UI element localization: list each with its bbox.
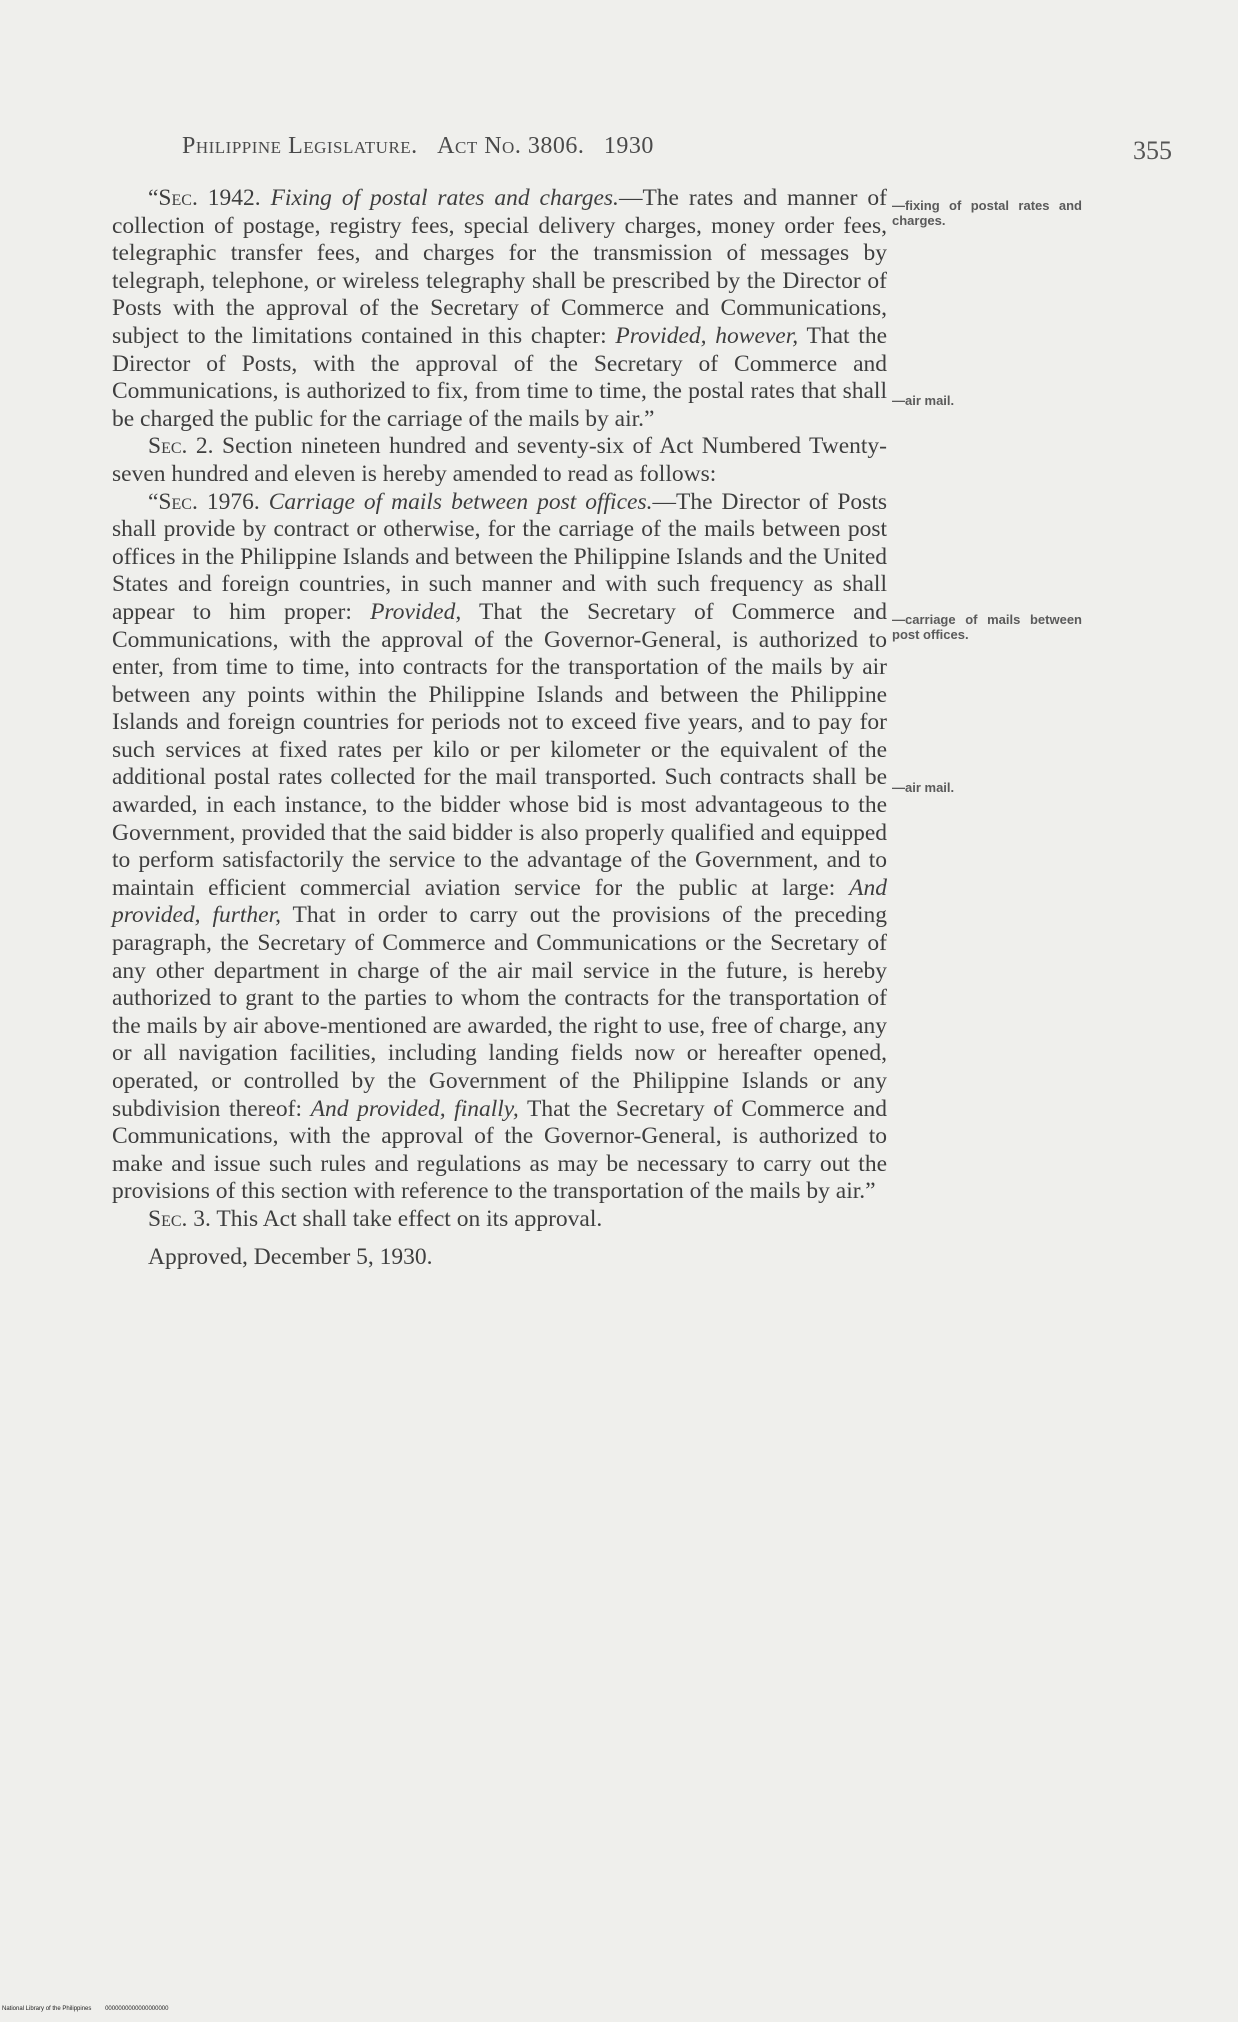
footer-code: 0000000000000000000 <box>105 2006 169 2012</box>
section-label: “Sec. 1976. <box>148 488 260 515</box>
paragraph-text: That the Director of Posts, with the approval of the Secretary of Commerce and Communications, is authorized to fix, from time to time, the postal rates that shall be charged the public for the carriage of the mails by air.” <box>112 322 888 432</box>
paragraph-text: Section nineteen hundred and seventy-six of Act Numbered Twenty-seven hundred and eleven is hereby amended to read as follows: <box>112 433 887 487</box>
margin-note-fixing: —fixing of postal rates and charges. <box>892 198 1082 228</box>
paragraph-text: That the Secretary of Commerce and Communications, with the approval of the Governor-General, is authorized to make and issue such rules and regulations as may be necessary to carry out the provisions of this section with reference to the transportation of the mails by air.” <box>112 1095 887 1205</box>
proviso: Provided, however, <box>615 322 799 349</box>
scan-footer <box>2 2006 180 2012</box>
paragraph-sec-1976 <box>112 489 887 1206</box>
proviso: Provided, <box>370 598 462 625</box>
paragraph-sec-2 <box>112 433 887 488</box>
section-title: Carriage of mails between post offices. <box>268 488 653 515</box>
section-label: Sec. 2. <box>148 433 214 460</box>
margin-note-carriage: —carriage of mails between post offices. <box>892 612 1082 642</box>
paragraph-sec-1942 <box>112 185 887 433</box>
proviso: And provided, further, <box>112 874 887 929</box>
paragraph-sec-3 <box>112 1206 887 1234</box>
running-title: Philippine Legislature. <box>182 133 418 159</box>
footer-library: National Library of the Philippines <box>2 2006 92 2012</box>
section-label: “Sec. 1942. <box>148 185 261 211</box>
section-label: Sec. 3. <box>148 1205 211 1232</box>
margin-note-air-mail: —air mail. <box>892 393 955 408</box>
proviso: And provided, finally, <box>310 1095 519 1122</box>
paragraph-text: This Act shall take effect on its approval. <box>216 1205 603 1232</box>
paragraph-text: —The Director of Posts shall provide by contract or otherwise, for the carriage of the mails between post offices in the Philippine Islands and between the Philippine Islands and the United States and foreign countries, in such manner and with such frequency as shall appear to him proper: <box>112 488 888 625</box>
act-number: Act No. 3806. <box>437 133 585 159</box>
approval-text: Approved, December 5, 1930. <box>148 1243 433 1270</box>
paragraph-text: —The rates and manner of collection of postage, registry fees, special delivery charges, money order fees, telegraphic transfer fees, and charges for the transmission of messages by telegraph, telephone, or wireless telegraphy shall be prescribed by the Director of Posts with the approval of the Secretary of Commerce and Communications, subject to the limitations contained in this chapter: <box>112 185 888 349</box>
page-number: 355 <box>1133 136 1172 165</box>
margin-note-air-mail-2: —air mail. <box>892 780 955 795</box>
paragraph-text: That in order to carry out the provisions of the preceding paragraph, the Secretary of Commerce and Communications or the Secretary of any other department in charge of the air mail service in the future, is hereby authorized to grant to the parties to whom the contracts for the transportation of the mails by air above-mentioned are awarded, the right to use, free of charge, any or all navigation facilities, including landing fields now or hereafter opened, operated, or controlled by the Government of the Philippine Islands or any subdivision thereof: <box>112 902 887 1122</box>
running-header <box>182 133 654 160</box>
header-year: 1930 <box>603 133 654 159</box>
body-text <box>112 185 887 1271</box>
section-title: Fixing of postal rates and charges. <box>270 185 619 211</box>
paragraph-text: That the Secretary of Commerce and Communications, with the approval of the Governor-General, is authorized to enter, from time to time, into contracts for the transportation of the mails by air between any points within the Philippine Islands and between the Philippine Islands and foreign countries for periods not to exceed five years, and to pay for such services at fixed rates per kilo or per kilometer or the equivalent of the additional postal rates collected for the mail transported. Such contracts shall be awarded, in each instance, to the bidder whose bid is most advantageous to the Government, provided that the said bidder is also properly qualified and equipped to perform satisfactorily the service to the advantage of the Government, and to maintain efficient commercial aviation service for the public at large: <box>112 598 887 901</box>
approval-line <box>112 1244 887 1272</box>
